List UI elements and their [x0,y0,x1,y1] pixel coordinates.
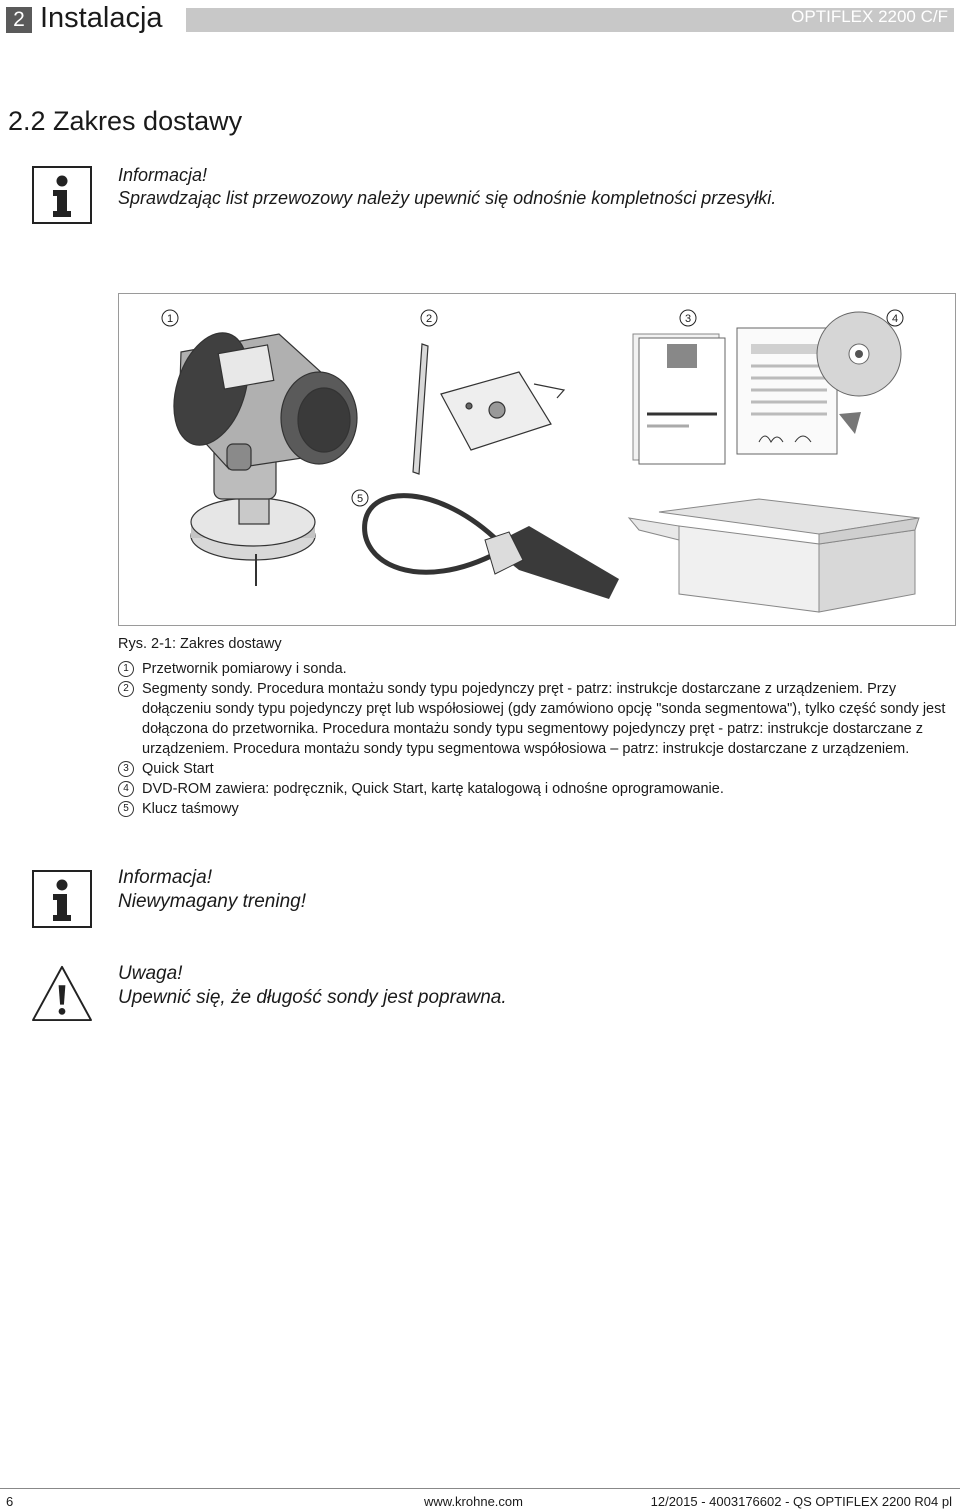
legend-item [118,679,958,759]
belt-wrench-drawing [365,496,619,599]
legend-number: 2 [118,681,134,697]
info-icon [32,166,92,224]
section-title: 2.2 Zakres dostawy [8,106,243,136]
chapter-number: 2 [6,7,32,33]
chapter-title: Instalacja [40,2,163,34]
footer-divider [0,1488,960,1489]
warning-icon [30,964,94,1022]
page-number: 6 [6,1494,14,1509]
legend-item [118,659,958,679]
footer-url: www.krohne.com [424,1494,523,1509]
notice-info-2 [118,866,306,914]
notice-body: Sprawdzając list przewozowy należy upewnić się odnośnie kompletności przesyłki. [118,188,777,208]
notice-info-1 [118,164,776,210]
legend-number: 4 [118,781,134,797]
notice-heading: Informacja! [118,165,208,185]
warning-body: Upewnić się, że długość sondy jest poprawna. [118,987,507,1008]
marker-2: 2 [425,313,433,325]
header-product: OPTIFLEX 2200 C/F [791,7,948,26]
marker-3: 3 [684,313,692,325]
quick-start-drawing [633,334,725,464]
dvd-certificate-drawing [737,312,901,454]
legend-text: DVD-ROM zawiera: podręcznik, Quick Start, kartę katalogową i odnośne oprogramowanie. [142,781,724,797]
notice-body: Niewymagany trening! [118,891,306,912]
marker-5: 5 [356,493,364,505]
legend-item [118,779,958,799]
delivery-illustration [119,294,957,627]
legend-number: 5 [118,801,134,817]
figure-caption: Rys. 2-1: Zakres dostawy [118,636,282,652]
figure-delivery-scope [118,293,956,626]
legend-text: Segmenty sondy. Procedura montażu sondy typu pojedynczy pręt - patrz: instrukcje dostarczane z urządzeniem. Przy dołączeniu sondy typu pojedynczy pręt lub współosiowej (gdy zamówiono opcję "sonda segmentowa"), tylko część sondy jest dołączona do przetwornika. Procedura montażu sondy typu segmentowy pojedynczy pręt - patrz: instrukcje dostarczane z urządzeniem. Procedura montażu sondy typu segmentowa współosiowa – patrz: instrukcje dostarczane z urządzeniem. [142,681,946,757]
legend-number: 1 [118,661,134,677]
legend-text: Przetwornik pomiarowy i sonda. [142,661,347,677]
notice-heading: Informacja! [118,867,212,888]
info-icon [32,870,92,928]
legend-text: Quick Start [142,761,214,777]
page-header [6,4,954,34]
transmitter-drawing [161,323,357,586]
legend-item [118,759,958,779]
footer-doc-id: 12/2015 - 4003176602 - QS OPTIFLEX 2200 R04 pl [650,1494,952,1509]
notice-warning [118,962,507,1010]
warning-heading: Uwaga! [118,963,183,984]
legend-text: Klucz taśmowy [142,801,239,817]
marker-4: 4 [891,313,899,325]
legend-number: 3 [118,761,134,777]
marker-1: 1 [166,313,174,325]
figure-legend [118,659,958,819]
legend-item [118,799,958,819]
probe-segment-drawing [413,344,564,474]
shipping-box-drawing [629,499,919,612]
